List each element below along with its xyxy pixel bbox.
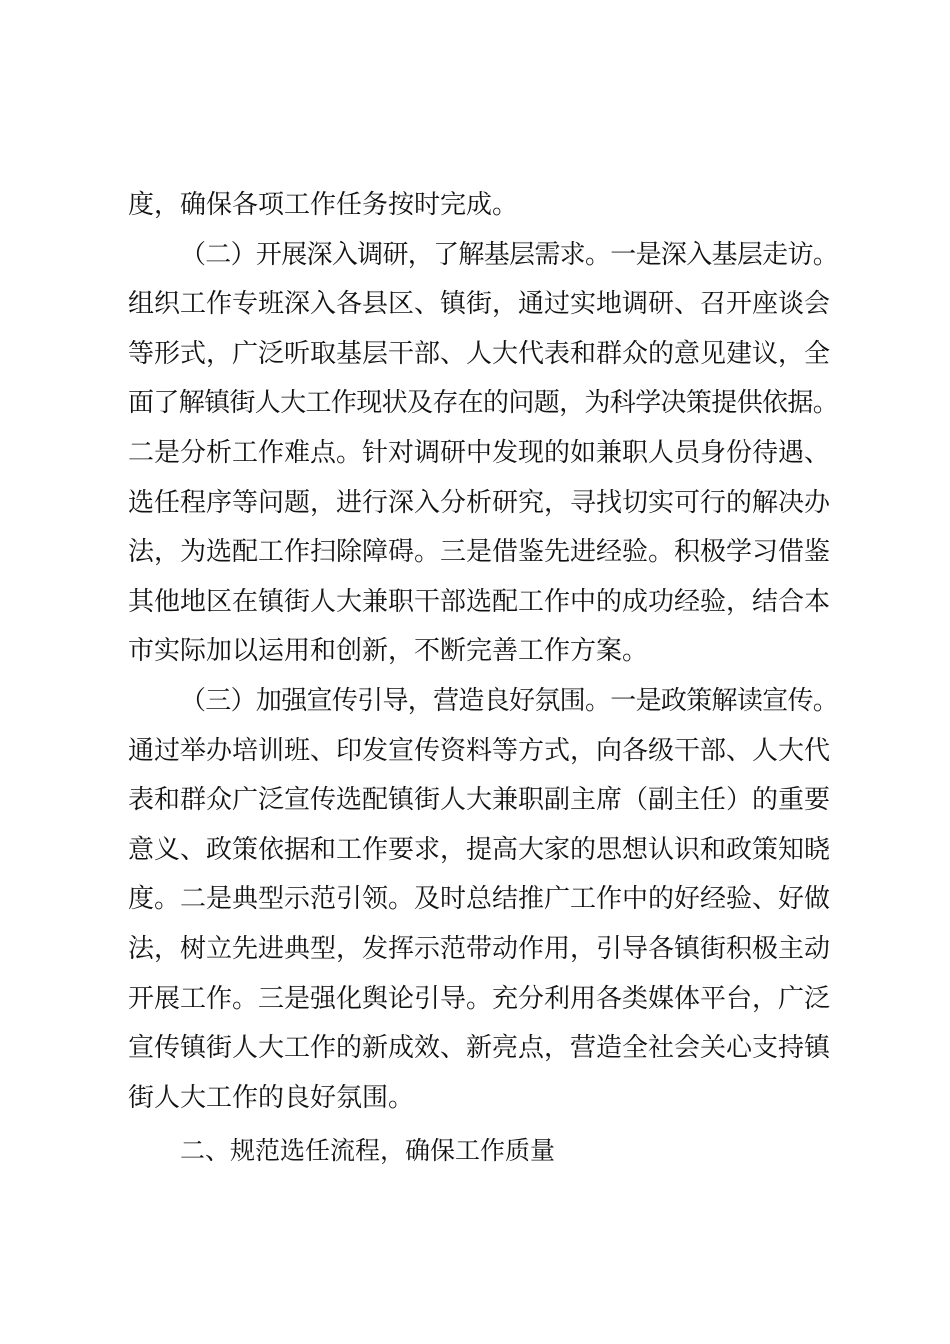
text-line: 度，确保各项工作任务按时完成。 [128, 190, 519, 220]
text-line: 度。二是典型示范引领。及时总结推广工作中的好经验、好做 [128, 884, 831, 915]
text-line: 组织工作专班深入各县区、镇街，通过实地调研、召开座谈会 [128, 289, 831, 320]
text-line: 法，为选配工作扫除障碍。三是借鉴先进经验。积极学习借鉴 [128, 537, 831, 568]
paragraph-3-start: （三）加强宣传引导，营造良好氛围。一是政策解读宣传。 [180, 685, 839, 716]
text-line: 街人大工作的良好氛围。 [128, 1082, 415, 1113]
text-line: 其他地区在镇街人大兼职干部选配工作中的成功经验，结合本 [128, 586, 831, 617]
text-line: 法，树立先进典型，发挥示范带动作用，引导各镇街积极主动 [128, 933, 831, 964]
body-text [128, 181, 838, 1123]
text-line: 开展工作。三是强化舆论引导。充分利用各类媒体平台，广泛 [128, 983, 831, 1014]
text-line: 面了解镇街人大工作现状及存在的问题，为科学决策提供依据。 [128, 388, 839, 419]
text-line: 选任程序等问题，进行深入分析研究，寻找切实可行的解决办 [128, 487, 831, 518]
paragraph-2-start: （二）开展深入调研，了解基层需求。一是深入基层走访。 [180, 239, 839, 270]
text-line: 意义、政策依据和工作要求，提高大家的思想认识和政策知晓 [128, 834, 831, 865]
text-line: 宣传镇街人大工作的新成效、新亮点，营造全社会关心支持镇 [128, 1033, 831, 1064]
text-line: 二是分析工作难点。针对调研中发现的如兼职人员身份待遇、 [128, 437, 831, 468]
text-line: 表和群众广泛宣传选配镇街人大兼职副主席（副主任）的重要 [128, 785, 831, 816]
text-line: 等形式，广泛听取基层干部、人大代表和群众的意见建议，全 [128, 338, 831, 369]
section-heading: 二、规范选任流程，确保工作质量 [180, 1136, 556, 1165]
text-line: 市实际加以运用和创新，不断完善工作方案。 [128, 636, 649, 667]
text-line: 通过举办培训班、印发宣传资料等方式，向各级干部、人大代 [128, 735, 831, 766]
